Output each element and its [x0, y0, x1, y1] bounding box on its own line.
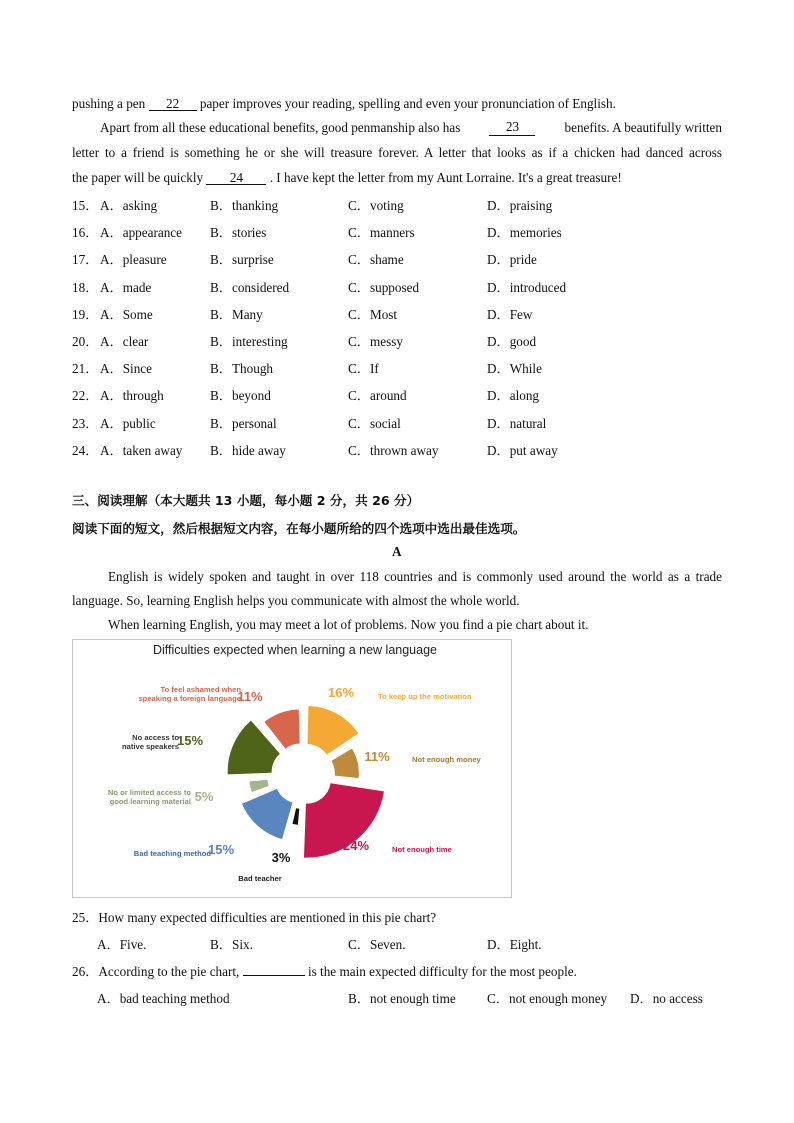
cloze-line-1 [72, 96, 616, 112]
option-b: B．not enough time [348, 991, 456, 1006]
option-b: B．Though [210, 361, 274, 377]
option-c: C．thrown away [348, 442, 439, 458]
answer-blank [243, 962, 305, 976]
option-b: B．beyond [210, 388, 271, 404]
option-d: D．introduced [487, 279, 567, 295]
option-b: B．personal [210, 415, 277, 431]
option-c: C．messy [348, 334, 403, 349]
option-a: A．pleasure [100, 252, 167, 268]
slice-percent-label: 5% [194, 789, 214, 804]
option-b: B．Many [210, 306, 263, 322]
slice-category-label: To feel ashamed when speaking a foreign language [138, 685, 241, 703]
option-b: B．considered [210, 279, 290, 295]
section-heading: 三、阅读理解（本大题共 13 小题，每小题 2 分，共 26 分） [72, 493, 420, 508]
option-c: C．voting [348, 198, 404, 213]
slice-category-label: Bad teaching method [133, 849, 211, 858]
question-stem-text: 26．According to the pie chart, [72, 964, 240, 979]
option-b: B．stories [210, 225, 267, 241]
option-d: D．good [487, 334, 537, 349]
cloze-line-4 [72, 170, 622, 186]
passage-p2: When learning English, you may meet a lot of problems. Now you find a pie chart about it. [108, 617, 589, 632]
option-a: A．clear [100, 334, 149, 349]
option-a: A．asking [100, 198, 158, 213]
option-c: C．manners [348, 225, 415, 241]
chart-title: Difficulties expected when learning a new language [153, 643, 437, 657]
cloze-line-2 [100, 120, 722, 136]
pie-slice [331, 749, 358, 778]
passage-p1-line1: English is widely spoken and taught in over 118 countries and is commonly used around the world as a trade [108, 569, 722, 584]
question-number: 23． [72, 415, 99, 431]
option-c: C．around [348, 388, 407, 404]
option-d: D．Few [487, 306, 533, 322]
question-number: 19． [72, 306, 99, 322]
option-c: C．not enough money [487, 991, 608, 1006]
option-d: D．put away [487, 442, 558, 458]
option-a: A．taken away [100, 442, 183, 458]
option-b: B．Six. [210, 937, 253, 952]
option-a: A．appearance [100, 225, 183, 241]
pie-chart [72, 639, 512, 898]
option-c: C．Seven. [348, 937, 406, 952]
option-b: B．hide away [210, 442, 286, 458]
option-a: A．bad teaching method [97, 991, 230, 1006]
option-d: D．Eight. [487, 937, 542, 952]
slice-category-label: To keep up the motivation [378, 692, 472, 701]
question-number: 24． [72, 442, 99, 458]
option-d: D．praising [487, 198, 553, 213]
slice-category-label: No or limited access to good learning material [107, 788, 191, 806]
option-d: D．no access [630, 991, 703, 1006]
option-c: C．shame [348, 252, 404, 268]
option-d: D．memories [487, 225, 562, 241]
option-b: B．interesting [210, 334, 288, 349]
question-number: 18． [72, 279, 99, 295]
pie-slice [242, 789, 292, 839]
pie-slice [293, 808, 300, 824]
option-b: B．surprise [210, 252, 274, 268]
slice-category-label: Not enough time [392, 845, 452, 854]
slice-percent-label: 11% [364, 749, 390, 764]
pie-slice [307, 706, 358, 755]
cloze-text: benefits. A beautifully written [564, 120, 722, 135]
cloze-line-3: letter to a friend is something he or she will treasure forever. A letter that looks as if a chicken had danced across [72, 145, 722, 160]
pie-slice [249, 780, 268, 792]
question-number: 15． [72, 198, 99, 213]
cloze-text: Apart from all these educational benefits, good penmanship also has [100, 120, 461, 135]
slice-percent-label: 11% [237, 689, 263, 704]
question-25-stem: 25．How many expected difficulties are mentioned in this pie chart? [72, 910, 437, 925]
blank-23: 23 [489, 120, 535, 136]
question-number: 21． [72, 361, 99, 377]
option-d: D．along [487, 388, 540, 404]
option-c: C．social [348, 415, 401, 431]
question-26-stem [72, 961, 577, 980]
option-c: C．Most [348, 306, 398, 322]
slice-category-label: No access to native speakers [122, 733, 179, 751]
option-d: D．natural [487, 415, 547, 431]
slice-category-label: Not enough money [412, 755, 481, 764]
slice-category-label: Bad teacher [238, 874, 282, 883]
question-number: 22． [72, 388, 99, 404]
option-c: C．supposed [348, 279, 420, 295]
slice-percent-label: 15% [176, 733, 204, 748]
slice-percent-label: 3% [271, 850, 291, 865]
option-b: B．thanking [210, 198, 279, 213]
option-c: C．If [348, 361, 379, 377]
option-a: A．made [100, 279, 152, 295]
slice-percent-label: 24% [342, 838, 370, 853]
option-a: A．through [100, 388, 164, 404]
option-a: A．public [100, 415, 156, 431]
blank-24: 24 [206, 171, 266, 185]
cloze-text: the paper will be quickly [72, 170, 204, 185]
cloze-text: paper improves your reading, spelling and even your pronunciation of English. [199, 96, 616, 111]
option-a: A．Some [100, 306, 153, 322]
cloze-text: . I have kept the letter from my Aunt Lorraine. It's a great treasure! [269, 170, 622, 185]
pie-chart-svg [73, 640, 511, 897]
question-stem-text: is the main expected difficulty for the most people. [307, 964, 577, 979]
slice-percent-label: 16% [327, 685, 355, 700]
option-a: A．Since [100, 361, 153, 377]
blank-22: 22 [149, 97, 197, 111]
question-number: 20． [72, 334, 99, 349]
question-number: 17． [72, 252, 99, 268]
passage-p1-line2: language. So, learning English helps you communicate with almost the whole world. [72, 593, 520, 608]
option-d: D．pride [487, 252, 537, 268]
cloze-text: pushing a pen [72, 96, 146, 111]
passage-label: A [392, 544, 402, 559]
section-instruction: 阅读下面的短文，然后根据短文内容，在每小题所给的四个选项中选出最佳选项。 [72, 521, 526, 536]
option-a: A．Five. [97, 937, 147, 952]
question-number: 16． [72, 225, 99, 241]
slice-percent-label: 15% [207, 842, 235, 857]
option-d: D．While [487, 361, 542, 377]
